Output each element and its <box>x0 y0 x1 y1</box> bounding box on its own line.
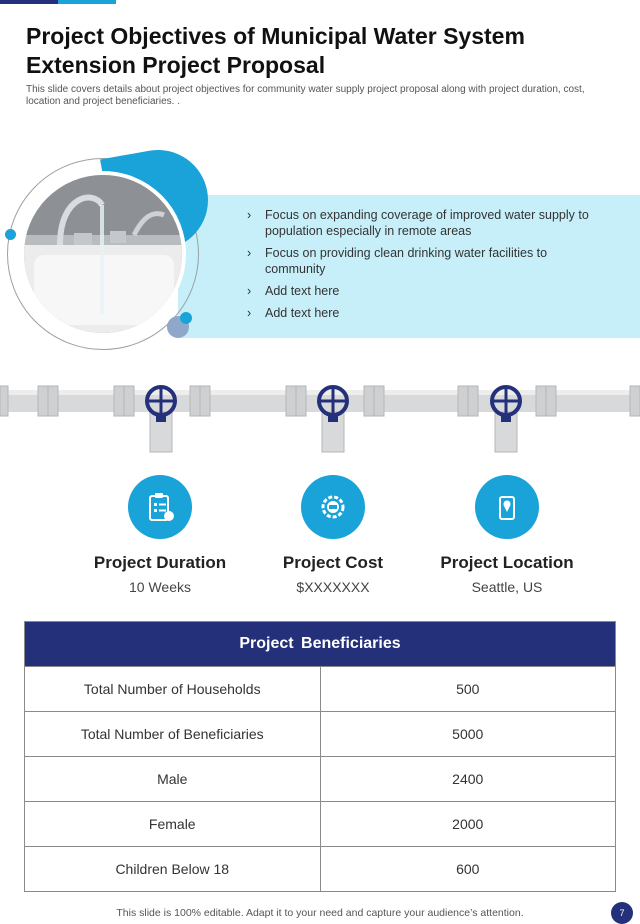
chevron-right-icon: › <box>247 284 252 298</box>
page-subtitle: This slide covers details about project objectives for community water supply project proposal along with project duration, cost, location and project beneficiaries. . <box>26 84 585 107</box>
faucet-photo <box>20 171 186 337</box>
chevron-right-icon: › <box>247 208 252 222</box>
table-header: Project Beneficiaries <box>25 622 615 666</box>
objective-item: › Add text here <box>247 284 340 298</box>
map-pin-phone-icon <box>475 475 539 539</box>
chevron-right-icon: › <box>247 246 252 260</box>
table-row <box>25 756 615 801</box>
table-row <box>25 711 615 756</box>
objective-item: › Focus on providing clean drinking water facilities to community <box>247 246 548 276</box>
table-cell-label: Female <box>25 802 321 846</box>
objective-item: › Add text here <box>247 306 340 320</box>
top-accent-bar-light <box>58 0 116 4</box>
objectives-list <box>247 207 607 327</box>
table-cell-value: 2400 <box>452 771 484 787</box>
table-cell-value: 500 <box>456 681 480 697</box>
page-title: Project Objectives of Municipal Water System Extension Project Proposal <box>26 23 525 78</box>
top-accent-bar-dark <box>0 0 58 4</box>
metric-value: $XXXXXXX <box>296 579 370 595</box>
decor-dot-bottom <box>180 312 192 324</box>
metric-label: Project Duration <box>93 553 227 572</box>
metric-location <box>412 475 602 595</box>
metric-value: Seattle, US <box>471 579 543 595</box>
table-cell-value: 600 <box>456 861 480 877</box>
pipeline-illustration <box>0 370 640 460</box>
page-number-badge: 7 <box>611 902 633 924</box>
table-row <box>25 846 615 891</box>
table-row <box>25 666 615 711</box>
decor-dot-left <box>5 229 16 240</box>
metric-label: Project Cost <box>282 553 384 572</box>
chevron-right-icon: › <box>247 306 252 320</box>
table-cell-label: Male <box>25 757 321 801</box>
footer-note: This slide is 100% editable. Adapt it to your need and capture your audience’s attention. <box>116 907 524 919</box>
gear-money-icon <box>301 475 365 539</box>
table-cell-label: Total Number of Households <box>25 667 321 711</box>
beneficiaries-table <box>24 621 616 892</box>
clipboard-checklist-icon <box>128 475 192 539</box>
table-cell-value: 2000 <box>452 816 484 832</box>
table-cell-label: Children Below 18 <box>25 847 321 891</box>
metric-label: Project Location <box>440 553 574 572</box>
metric-cost <box>238 475 428 595</box>
objective-item: › Focus on expanding coverage of improved water supply to population especially in remote areas <box>247 208 589 238</box>
table-row <box>25 801 615 846</box>
table-cell-label: Total Number of Beneficiaries <box>25 712 321 756</box>
metric-value: 10 Weeks <box>129 579 191 595</box>
metric-duration <box>65 475 255 595</box>
table-cell-value: 5000 <box>452 726 484 742</box>
